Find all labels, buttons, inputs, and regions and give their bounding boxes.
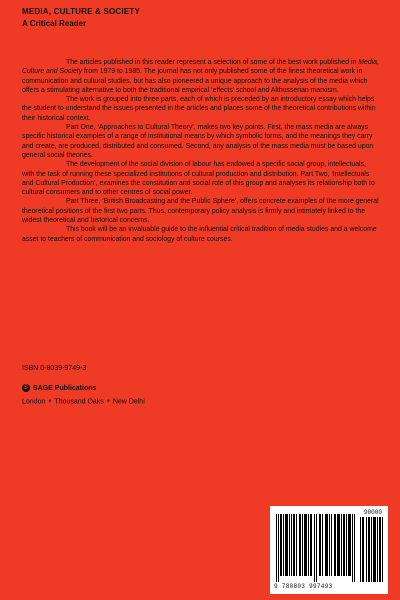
barcode (270, 506, 388, 594)
blurb-paragraph-3: Part One, ‘Approaches to Cultural Theory’, makes two key points. First, the mass media are always specific historical examples of a range of institutional means by which symbolic forms, and the meanings they carry and create, are produced, distributed and consumed. Second, any analysis of the mass media must be based upon general social theories. (22, 124, 374, 159)
publisher-cities (22, 397, 145, 406)
book-title: MEDIA, CULTURE & SOCIETY (22, 7, 140, 16)
blurb-paragraph-4: The development of the social division of labour has endowed a specific social group, intellectuals, with the task of running these specialized institutions of cultural production and distribution. Part Two, ‘Intellectuals and Cultural Production’, examines the constitution and social role of this group and analyses its relationship both to cultural consumers and to other centres of social power. (22, 161, 375, 197)
blurb (22, 58, 380, 244)
barcode-addon-bars-icon (360, 517, 384, 582)
book-subtitle: A Critical Reader (22, 19, 87, 28)
blurb-paragraph-6: This book will be an invaluable guide to the influential critical tradition of media studies and a welcome asset to teachers of communication and sociology of culture courses. (22, 226, 377, 243)
bullet-icon: ● (106, 398, 110, 404)
blurb-paragraph-1: The articles published in this reader represent a selection of some of the best work published in Media, Culture and Society from 1979 to 1985. The journal has not only published some of the finest theoretical work in communication and cultural studies, but has also pioneered a unique approach to the analysis of the media which offers a stimulating alternative to both the traditional empirical ‘effects’ school and Althusserian marxism. (22, 59, 379, 94)
journal-title: Media, Culture and Society (22, 59, 379, 76)
sage-logo-icon: S (23, 385, 28, 391)
barcode-price-code: 90000 (363, 509, 382, 516)
bullet-icon: ● (48, 398, 52, 404)
city-new-delhi: New Delhi (112, 398, 145, 406)
publisher-block (22, 384, 272, 408)
city-london: London (22, 398, 46, 406)
blurb-paragraph-5: Part Three, ‘British Broadcasting and the Public Sphere’, offers concrete examples of the more general theoretical positions of the first two parts. Thus, contemporary policy analysis is firmly and intimately linked to the widest theoretical and historical concerns. (22, 198, 379, 225)
publisher-name: SAGE Publications (33, 385, 97, 392)
barcode-ean-digits: 9 780803 997493 (274, 583, 333, 590)
barcode-bars-icon (276, 514, 356, 582)
blurb-paragraph-2: The work is grouped into three parts, each of which is preceded by an introductory essay which helps the student to understand the issues presented in the articles and places some of the theoretical contributions within their historical context. (22, 96, 376, 122)
city-thousand-oaks: Thousand Oaks (54, 398, 104, 406)
isbn: ISBN 0-8039-9749-3 (22, 365, 87, 372)
